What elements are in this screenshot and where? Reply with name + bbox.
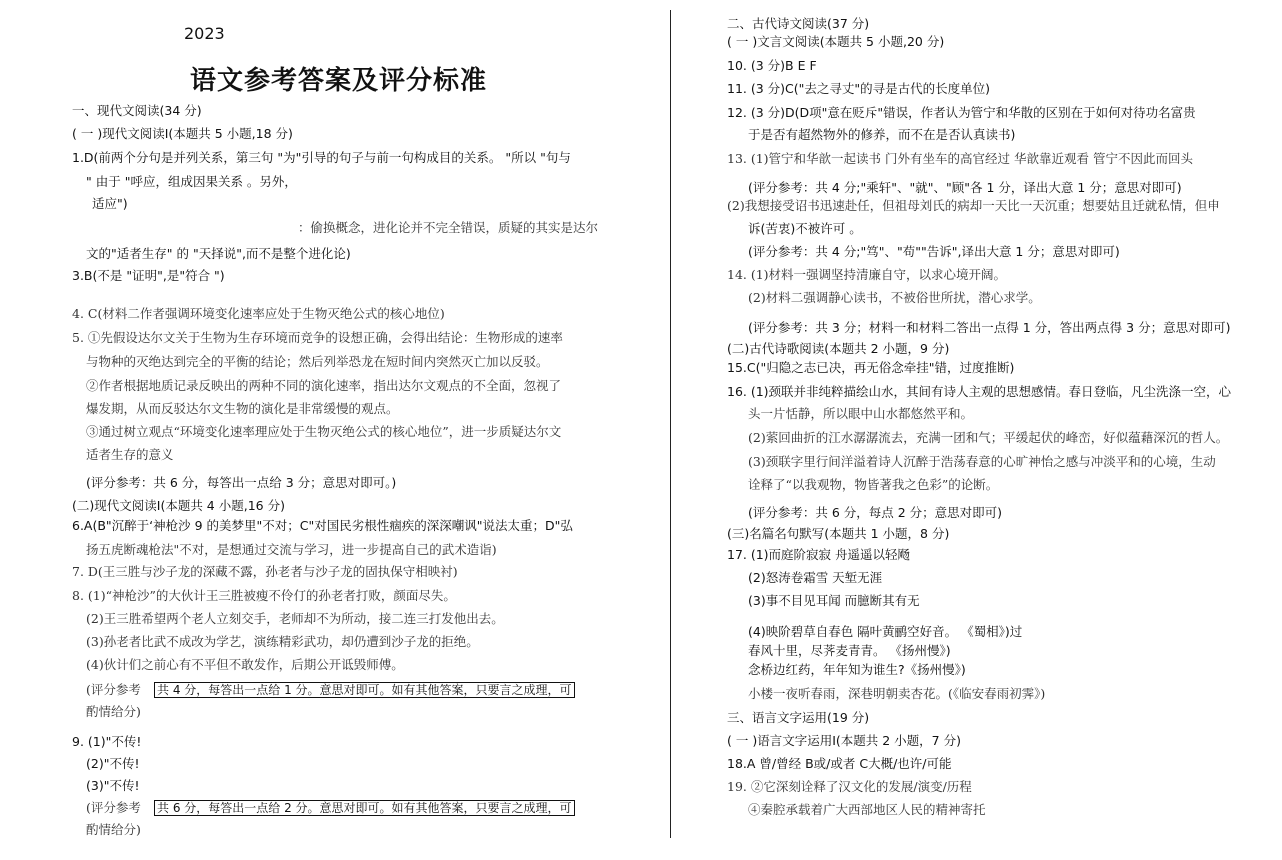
section-heading: 三、语言文字运用(19 分) (727, 710, 870, 725)
answer-line: 5. ①先假设达尔文关于生物为生存环境而竞争的设想正确，会得出结论：生物形成的速率 (72, 330, 563, 345)
answer-line: ③通过树立观点“环境变化速率理应处于生物灭绝公式的核心地位”，进一步质疑达尔文 (86, 424, 562, 439)
answer-line: 与物种的灭绝达到完全的平衡的结论；然后列举恐龙在短时间内突然灭亡加以反驳。 (86, 354, 549, 369)
answer-line: 春风十里，尽荠麦青青。 《扬州慢》) (748, 643, 951, 658)
answer-line: 13. (1)管宁和华歆一起读书 门外有坐车的高官经过 华歆靠近观看 管宁不因此而回头 (727, 151, 1193, 166)
scoring-note: (评分参考：共 4 分;"乘轩"、"就"、"顾"各 1 分，译出大意 1 分；意思对即可) (748, 180, 1182, 195)
scoring-note: (评分参考：共 6 分，每答出一点给 3 分；意思对即可。) (86, 475, 397, 490)
subsection-heading: (二)现代文阅读Ⅰ(本题共 4 小题,16 分) (72, 498, 285, 513)
answer-line: 6.A(B"沉醉于‘神枪沙 9 的美梦里"不对；C"对国民劣根性痼疾的深深嘲讽"说法太重；D"弘 (72, 518, 573, 533)
exam-year: 2023 (184, 24, 225, 43)
answer-line: 14. (1)材料一强调坚持清廉自守，以求心境开阔。 (727, 267, 1007, 282)
answer-line: 小楼一夜听春雨，深巷明朝卖杏花。(《临安春雨初霁》) (748, 686, 1046, 701)
answer-line: 爆发期，从而反驳达尔文生物的演化是非常缓慢的观点。 (86, 401, 399, 416)
answer-line: (2)王三胜希望两个老人立刻交手，老师却不为所动，接二连三打发他出去。 (86, 611, 504, 626)
answer-line: ②作者根据地质记录反映出的两种不同的演化速率，指出达尔文观点的不全面，忽视了 (86, 378, 562, 393)
answer-line: (2)材料二强调静心读书，不被俗世所扰，潜心求学。 (748, 290, 1041, 305)
subsection-heading: ( 一 )现代文阅读Ⅰ(本题共 5 小题,18 分) (72, 126, 293, 141)
answer-line: (2)怒涛卷霜雪 天堑无涯 (748, 570, 883, 585)
answer-line: (3)颈联字里行间洋溢着诗人沉醉于浩荡春意的心旷神怡之感与冲淡平和的心境，生动 (748, 454, 1216, 469)
answer-line: 适者生存的意义 (86, 447, 174, 462)
subsection-heading: (三)名篇名句默写(本题共 1 小题，8 分) (727, 526, 950, 541)
answer-line: 9. (1)"不传! (72, 734, 142, 749)
scoring-note: (评分参考：共 3 分；材料一和材料二答出一点得 1 分，答出两点得 3 分；意思对即可) (748, 320, 1231, 335)
answer-line: (4)映阶碧草自春色 隔叶黄鹂空好音。 《蜀相》)过 (748, 624, 1023, 639)
answer-line: ④秦腔承载着广大西部地区人民的精神寄托 (748, 802, 986, 817)
section-heading: 二、古代诗文阅读(37 分) (727, 16, 870, 31)
subsection-heading: (二)古代诗歌阅读(本题共 2 小题，9 分) (727, 341, 950, 356)
answer-line: 4. C(材料二作者强调环境变化速率应处于生物灭绝公式的核心地位) (72, 306, 445, 321)
scoring-box (154, 800, 575, 816)
scoring-box (154, 682, 575, 698)
answer-line: 18.A 曾/曾经 B或/或者 C大概/也许/可能 (727, 756, 952, 771)
answer-line: " 由于 "呼应，组成因果关系 。另外， (86, 174, 297, 189)
answer-line: 诠释了“以我观物，物皆著我之色彩”的论断。 (748, 477, 999, 492)
section-heading: 一、现代文阅读(34 分) (72, 103, 202, 118)
scoring-note: 酌情给分) (86, 704, 141, 719)
answer-line: 12. (3 分)D(D项"意在贬斥"错误，作者认为管宁和华散的区别在于如何对待功名富贵 (727, 105, 1196, 120)
answer-line: ：偷换概念，进化论并不完全错误，质疑的其实是达尔 (298, 220, 599, 235)
answer-line: 16. (1)颈联并非纯粹描绘山水，其间有诗人主观的思想感情。春日登临，凡尘洗涤一空，心 (727, 384, 1232, 399)
answer-line: (3)孙老者比武不成改为学艺，演练精彩武功，却仍遭到沙子龙的拒绝。 (86, 634, 479, 649)
answer-line: 文的"适者生存" 的 "天择说",而不是整个进化论) (86, 246, 351, 261)
subsection-heading: ( 一 )文言文阅读(本题共 5 小题,20 分) (727, 34, 945, 49)
answer-line: 19. ②它深刻诠释了汉文化的发展/演变/历程 (727, 779, 972, 794)
answer-line: 10. (3 分)B E F (727, 58, 817, 73)
column-divider (670, 10, 671, 838)
scoring-note: 酌情给分) (86, 822, 141, 837)
answer-line: 15.C("归隐之志已决，再无俗念牵挂"错，过度推断) (727, 360, 1015, 375)
answer-line: 头一片恬静，所以眼中山水都悠然平和。 (748, 406, 974, 421)
answer-line: 7. D(王三胜与沙子龙的深藏不露，孙老者与沙子龙的固执保守相映衬) (72, 564, 458, 579)
subsection-heading: ( 一 )语言文字运用Ⅰ(本题共 2 小题，7 分) (727, 733, 961, 748)
scoring-note: (评分参考 (86, 682, 141, 697)
answer-line: 念桥边红药，年年知为谁生?《扬州慢》) (748, 662, 966, 677)
answer-line: 适应") (92, 196, 128, 211)
answer-line: 11. (3 分)C("去之寻丈"的寻是古代的长度单位) (727, 81, 991, 96)
scoring-note: (评分参考：共 4 分;"笃"、"苟""告诉",译出大意 1 分；意思对即可) (748, 244, 1120, 259)
answer-line: 扬五虎断魂枪法"不对，是想通过交流与学习，进一步提高自己的武术造诣) (86, 542, 497, 557)
scoring-box-text: 共 6 分，每答出一点给 2 分。意思对即可。如有其他答案，只要言之成理，可 (154, 800, 575, 816)
answer-line: (4)伙计们之前心有不平但不敢发作，后期公开诋毁师傅。 (86, 657, 404, 672)
answer-line: 8. (1)“神枪沙”的大伙计王三胜被瘦不伶仃的孙老者打败，颜面尽失。 (72, 588, 456, 603)
answer-line: 诉(苦衷)不被许可 。 (748, 221, 862, 236)
answer-line: (3)"不传! (86, 778, 140, 793)
scoring-note: (评分参考：共 6 分，每点 2 分；意思对即可) (748, 505, 1003, 520)
answer-line: 17. (1)而庭阶寂寂 舟遥遥以轻飏 (727, 547, 911, 562)
answer-line: 1.D(前两个分句是并列关系，第三句 "为"引导的句子与前一句构成目的关系。 "所以 "句与 (72, 150, 571, 165)
answer-line: (2)"不传! (86, 756, 140, 771)
scoring-note: (评分参考 (86, 800, 141, 815)
answer-line: 于是否有超然物外的修养，而不在是否认真读书) (748, 127, 1016, 142)
answer-line: 3.B(不是 "证明",是"符合 ") (72, 268, 225, 283)
page-title: 语文参考答案及评分标准 (190, 66, 488, 96)
answer-line: (3)事不目见耳闻 而臆断其有无 (748, 593, 920, 608)
answer-line: (2)萦回曲折的江水潺潺流去，充满一团和气；平缓起伏的峰峦，好似蕴藉深沉的哲人。 (748, 430, 1229, 445)
scoring-box-text: 共 4 分，每答出一点给 1 分。意思对即可。如有其他答案，只要言之成理，可 (154, 682, 575, 698)
answer-line: (2)我想接受诏书迅速赴任，但祖母刘氏的病却一天比一天沉重；想要姑且迁就私情，但申 (727, 198, 1220, 213)
